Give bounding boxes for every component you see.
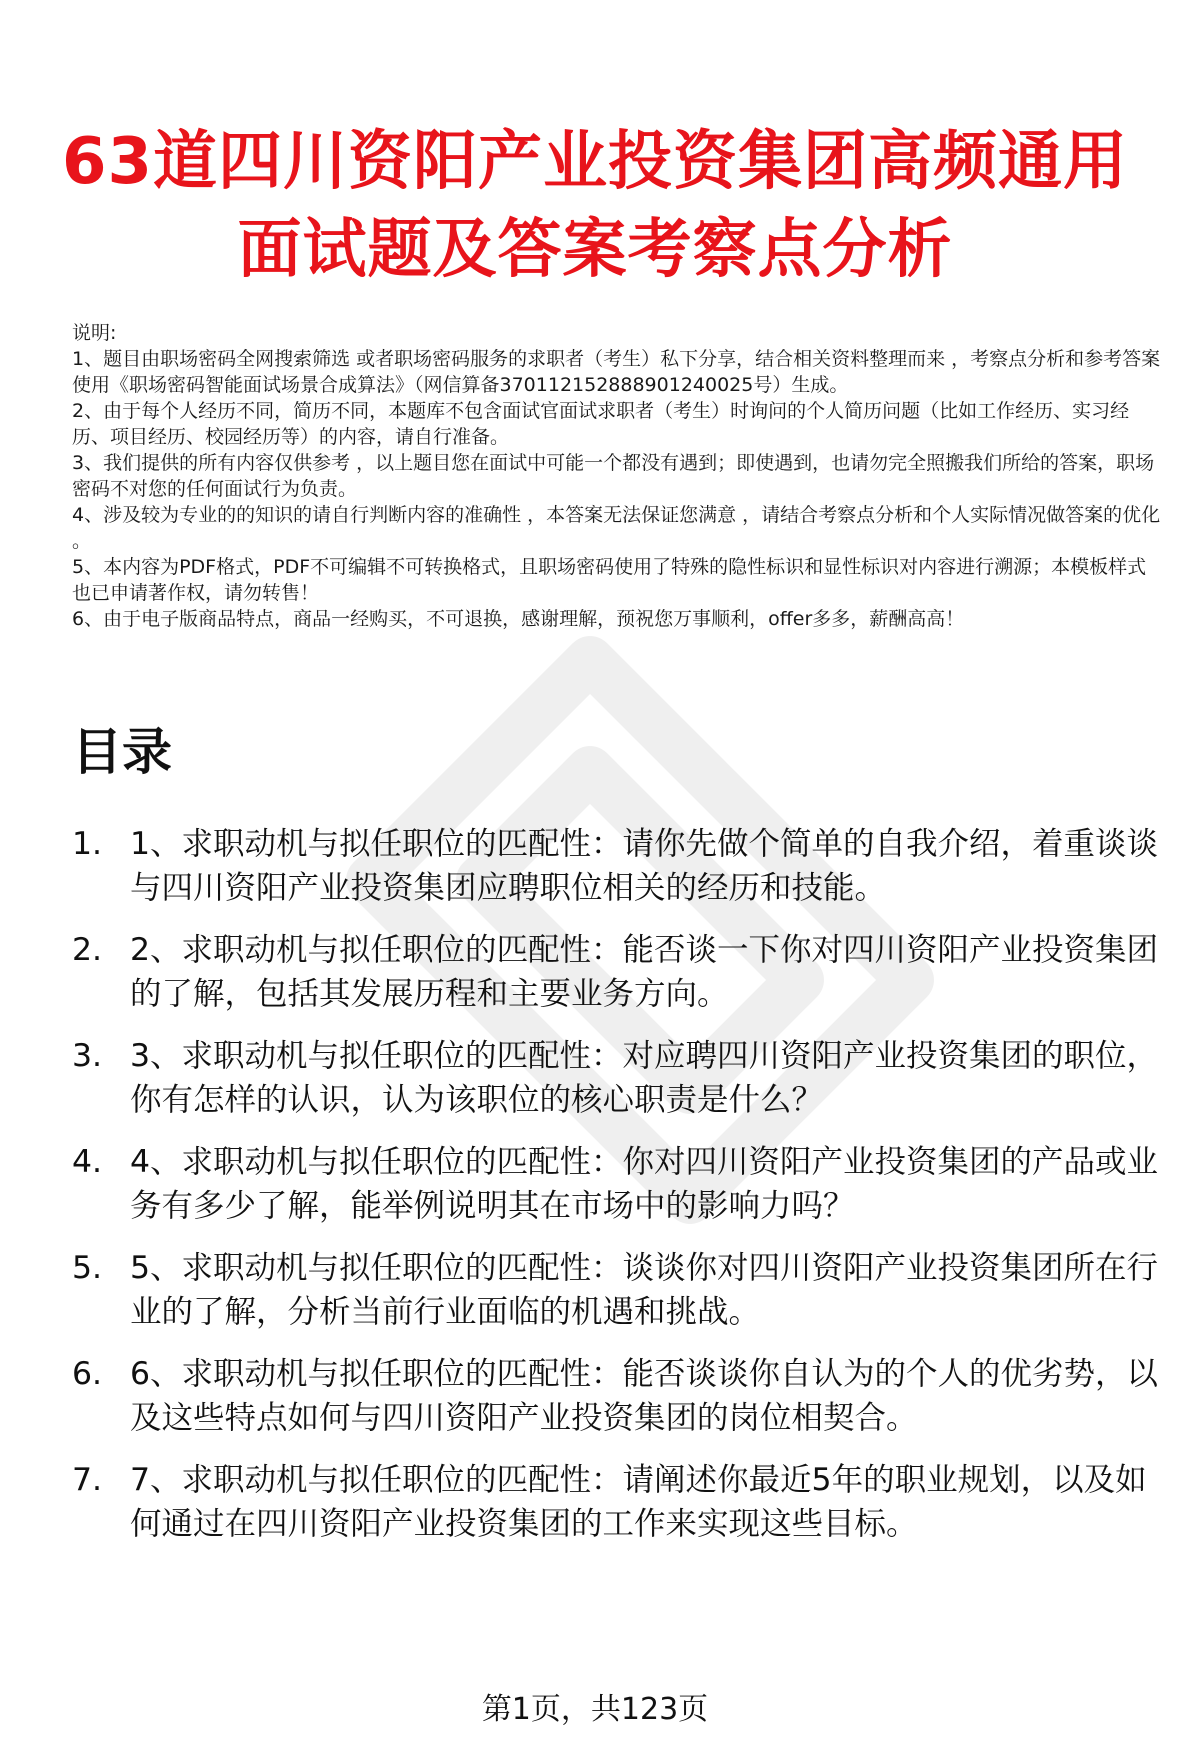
toc-item-number: 4.: [72, 1144, 103, 1180]
note-item: 3、我们提供的所有内容仅供参考 ，以上题目您在面试中可能一个都没有遇到；即使遇到，也请勿完全照搬我们所给的答案，职场密码不对您的任何面试行为负责。: [72, 452, 1155, 500]
toc-item-number: 2.: [72, 932, 103, 968]
toc-item-text: 5、求职动机与拟任职位的匹配性：谈谈你对四川资阳产业投资集团所在行业的了解，分析当前行业面临的机遇和挑战。: [130, 1250, 1159, 1330]
toc-item-number: 3.: [72, 1038, 103, 1074]
toc-item-text: 4、求职动机与拟任职位的匹配性：你对四川资阳产业投资集团的产品或业务有多少了解，能举例说明其在市场中的影响力吗？: [130, 1144, 1159, 1224]
toc-item-text: 3、求职动机与拟任职位的匹配性：对应聘四川资阳产业投资集团的职位，你有怎样的认识，认为该职位的核心职责是什么？: [130, 1038, 1159, 1118]
toc-item[interactable]: [72, 1246, 1167, 1334]
toc-heading: 目录: [72, 723, 172, 781]
toc-item[interactable]: [72, 1458, 1167, 1546]
toc-item-number: 5.: [72, 1250, 103, 1286]
toc-item-number: 6.: [72, 1356, 103, 1392]
toc-item-number: 7.: [72, 1462, 103, 1498]
toc-item-number: 1.: [72, 826, 103, 862]
notes-heading: 说明:: [72, 322, 117, 344]
toc-item[interactable]: [72, 1352, 1167, 1440]
toc-item-text: 2、求职动机与拟任职位的匹配性：能否谈一下你对四川资阳产业投资集团的了解，包括其发展历程和主要业务方向。: [130, 932, 1159, 1012]
toc-item[interactable]: [72, 1034, 1167, 1122]
disclaimer-notes: [72, 320, 1162, 632]
toc-item[interactable]: [72, 1140, 1167, 1228]
note-item: 4、涉及较为专业的的知识的请自行判断内容的准确性 ，本答案无法保证您满意 ，请结合考察点分析和个人实际情况做答案的优化 。: [72, 504, 1161, 552]
toc-item-text: 6、求职动机与拟任职位的匹配性：能否谈谈你自认为的个人的优劣势，以及这些特点如何与四川资阳产业投资集团的岗位相契合。: [130, 1356, 1159, 1436]
note-item: 6、由于电子版商品特点，商品一经购买，不可退换，感谢理解，预祝您万事顺利，offer多多，薪酬高高！: [72, 608, 965, 630]
note-item: 5、本内容为PDF格式，PDF不可编辑不可转换格式，且职场密码使用了特殊的隐性标识和显性标识对内容进行溯源；本模板样式也已申请著作权，请勿转售！: [72, 556, 1147, 604]
toc-item-text: 7、求职动机与拟任职位的匹配性：请阐述你最近5年的职业规划，以及如何通过在四川资阳产业投资集团的工作来实现这些目标。: [130, 1462, 1147, 1542]
note-item: 2、由于每个人经历不同，简历不同，本题库不包含面试官面试求职者（考生）时询问的个人简历问题（比如工作经历、实习经历、项目经历、校园经历等）的内容，请自行准备。: [72, 400, 1130, 448]
page-footer: 第1页，共123页: [481, 1692, 709, 1727]
table-of-contents: [72, 822, 1167, 1564]
note-item: 1、题目由职场密码全网搜索筛选 或者职场密码服务的求职者（考生）私下分享，结合相关资料整理而来 ，考察点分析和参考答案使用《职场密码智能面试场景合成算法》（网信算备370112152888901240025号）生成。: [72, 348, 1161, 396]
toc-item[interactable]: [72, 928, 1167, 1016]
document-title: 63道四川资阳产业投资集团高频通用面试题及答案考察点分析: [61, 125, 1129, 287]
toc-item-text: 1、求职动机与拟任职位的匹配性：请你先做个简单的自我介绍，着重谈谈与四川资阳产业投资集团应聘职位相关的经历和技能。: [130, 826, 1159, 906]
toc-item[interactable]: [72, 822, 1167, 910]
